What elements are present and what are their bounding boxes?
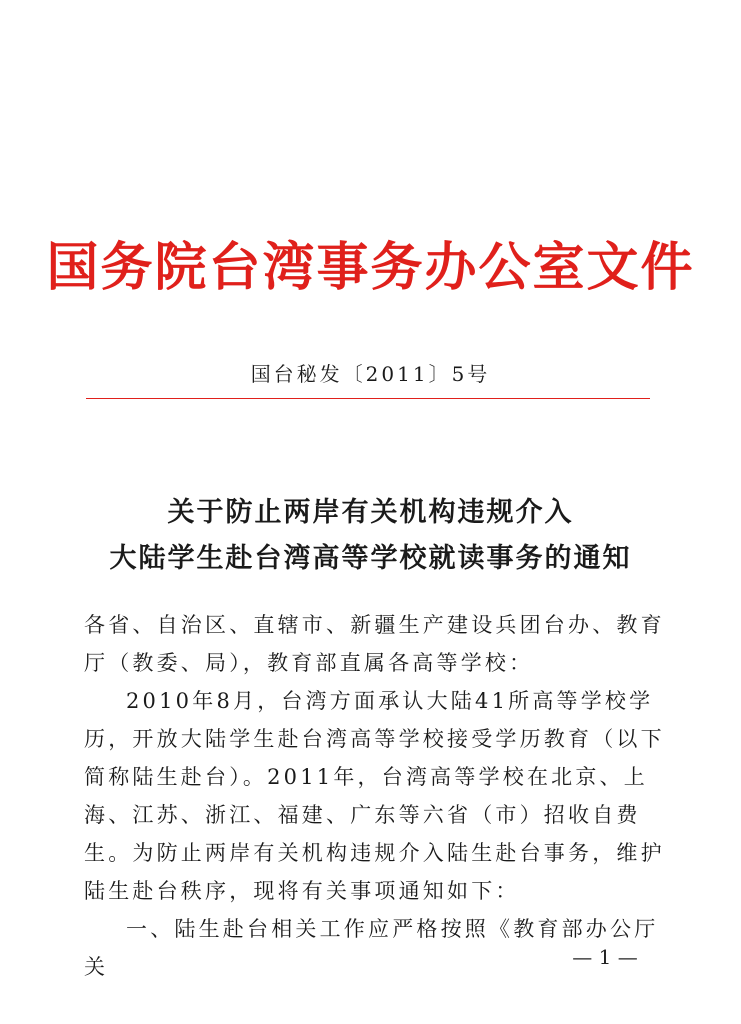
- page-number: — 1 —: [572, 945, 638, 969]
- document-body: [84, 606, 666, 986]
- body-paragraph-2: 一、陆生赴台相关工作应严格按照《教育部办公厅关: [84, 917, 659, 979]
- notice-title-line-2: 大陆学生赴台湾高等学校就读事务的通知: [109, 543, 632, 574]
- addressee-paragraph: 各省、自治区、直辖市、新疆生产建设兵团台办、教育厅（教委、局），教育部直属各高等学校：: [84, 613, 665, 675]
- body-paragraph-1: 2010年8月，台湾方面承认大陆41所高等学校学历，开放大陆学生赴台湾高等学校接受学历教育（以下简称陆生赴台）。2011年，台湾高等学校在北京、上海、江苏、浙江、福建、广东等六省（市）招收自费生。为防止两岸有关机构违规介入陆生赴台事务，维护陆生赴台秩序，现将有关事项通知如下：: [84, 689, 665, 903]
- notice-title-line-1: 关于防止两岸有关机构违规介入: [167, 497, 574, 528]
- document-number: 国台秘发〔2011〕5号: [250, 362, 491, 386]
- red-divider-line: [86, 398, 650, 399]
- document-header-title: 国务院台湾事务办公室文件: [46, 237, 695, 298]
- notice-title: [0, 490, 741, 582]
